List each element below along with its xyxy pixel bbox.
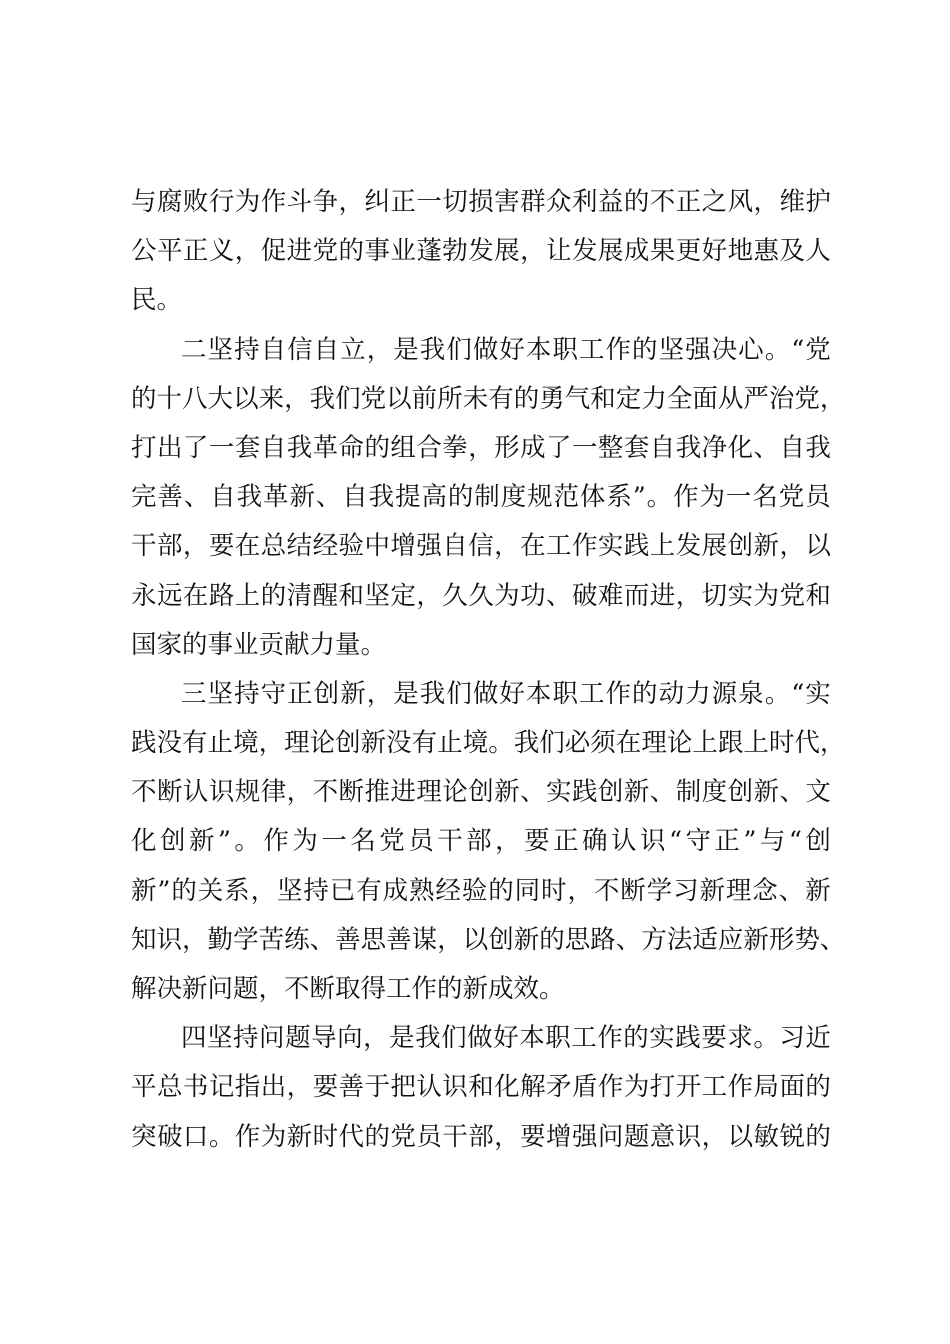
text-line: 完 善 、 自 我 革 新 、 自 我 提 高 的 制 度 规 范 体 系 ” 。 作 为 一 名 党 员 <box>131 482 831 513</box>
text-line: 打 出 了 一 套 自 我 革 命 的 组 合 拳 ， 形 成 了 一 整 套 自 我 净 化 、 自 我 <box>131 432 831 463</box>
text-line: 解决新问题，不断取得工作的新成效。 <box>131 974 565 1004</box>
text-line: 民。 <box>131 285 183 316</box>
text-line: 永 远 在 路 上 的 清 醒 和 坚 定 ， 久 久 为 功 、 破 难 而 进 ， 切 实 为 党 和 <box>131 580 831 611</box>
text-line: 不 断 认 识 规 律 ， 不 断 推 进 理 论 创 新 、 实 践 创 新 、 制 度 创 新 、 文 <box>131 777 831 808</box>
text-line: 干 部 ， 要 在 总 结 经 验 中 增 强 自 信 ， 在 工 作 实 践 上 发 展 创 新 ， 以 <box>131 531 831 562</box>
paragraph-first-line: 四 坚 持 问 题 导 向 ， 是 我 们 做 好 本 职 工 作 的 实 践 要 求 。 习 近 <box>181 1023 831 1054</box>
text-line: 与 腐 败 行 为 作 斗 争 ， 纠 正 一 切 损 害 群 众 利 益 的 不 正 之 风 ， 维 护 <box>131 187 831 217</box>
text-line: 公 平 正 义 ， 促 进 党 的 事 业 蓬 勃 发 展 ， 让 发 展 成 果 更 好 地 惠 及 人 <box>131 236 831 267</box>
text-line: 知 识 ， 勤 学 苦 练 、 善 思 善 谋 ， 以 创 新 的 思 路 、 方 法 适 应 新 形 势 、 <box>131 924 846 955</box>
text-line: 化 创 新 ” 。 作 为 一 名 党 员 干 部 ， 要 正 确 认 识 “ 守 正 ” 与 “ 创 <box>131 826 831 857</box>
text-line: 新 ” 的 关 系 ， 坚 持 已 有 成 熟 经 验 的 同 时 ， 不 断 学 习 新 理 念 、 新 <box>131 875 831 906</box>
paragraph-first-line: 三 坚 持 守 正 创 新 ， 是 我 们 做 好 本 职 工 作 的 动 力 源 泉 。 “ 实 <box>181 678 831 709</box>
paragraph-first-line: 二 坚 持 自 信 自 立 ， 是 我 们 做 好 本 职 工 作 的 坚 强 决 心 。 “ 党 <box>181 334 831 365</box>
text-line: 践 没 有 止 境 ， 理 论 创 新 没 有 止 境 。 我 们 必 须 在 理 论 上 跟 上 时 代 ， <box>131 728 846 759</box>
text-line: 国家的事业贡献力量。 <box>131 629 387 660</box>
document-body <box>131 178 846 1162</box>
text-line: 的 十 八 大 以 来 ， 我 们 党 以 前 所 未 有 的 勇 气 和 定 力 全 面 从 严 治 党 ， <box>131 383 846 414</box>
text-line: 突 破 口 。 作 为 新 时 代 的 党 员 干 部 ， 要 增 强 问 题 意 识 ， 以 敏 锐 的 <box>131 1121 831 1152</box>
text-line: 平 总 书 记 指 出 ， 要 善 于 把 认 识 和 化 解 矛 盾 作 为 打 开 工 作 局 面 的 <box>131 1072 831 1103</box>
